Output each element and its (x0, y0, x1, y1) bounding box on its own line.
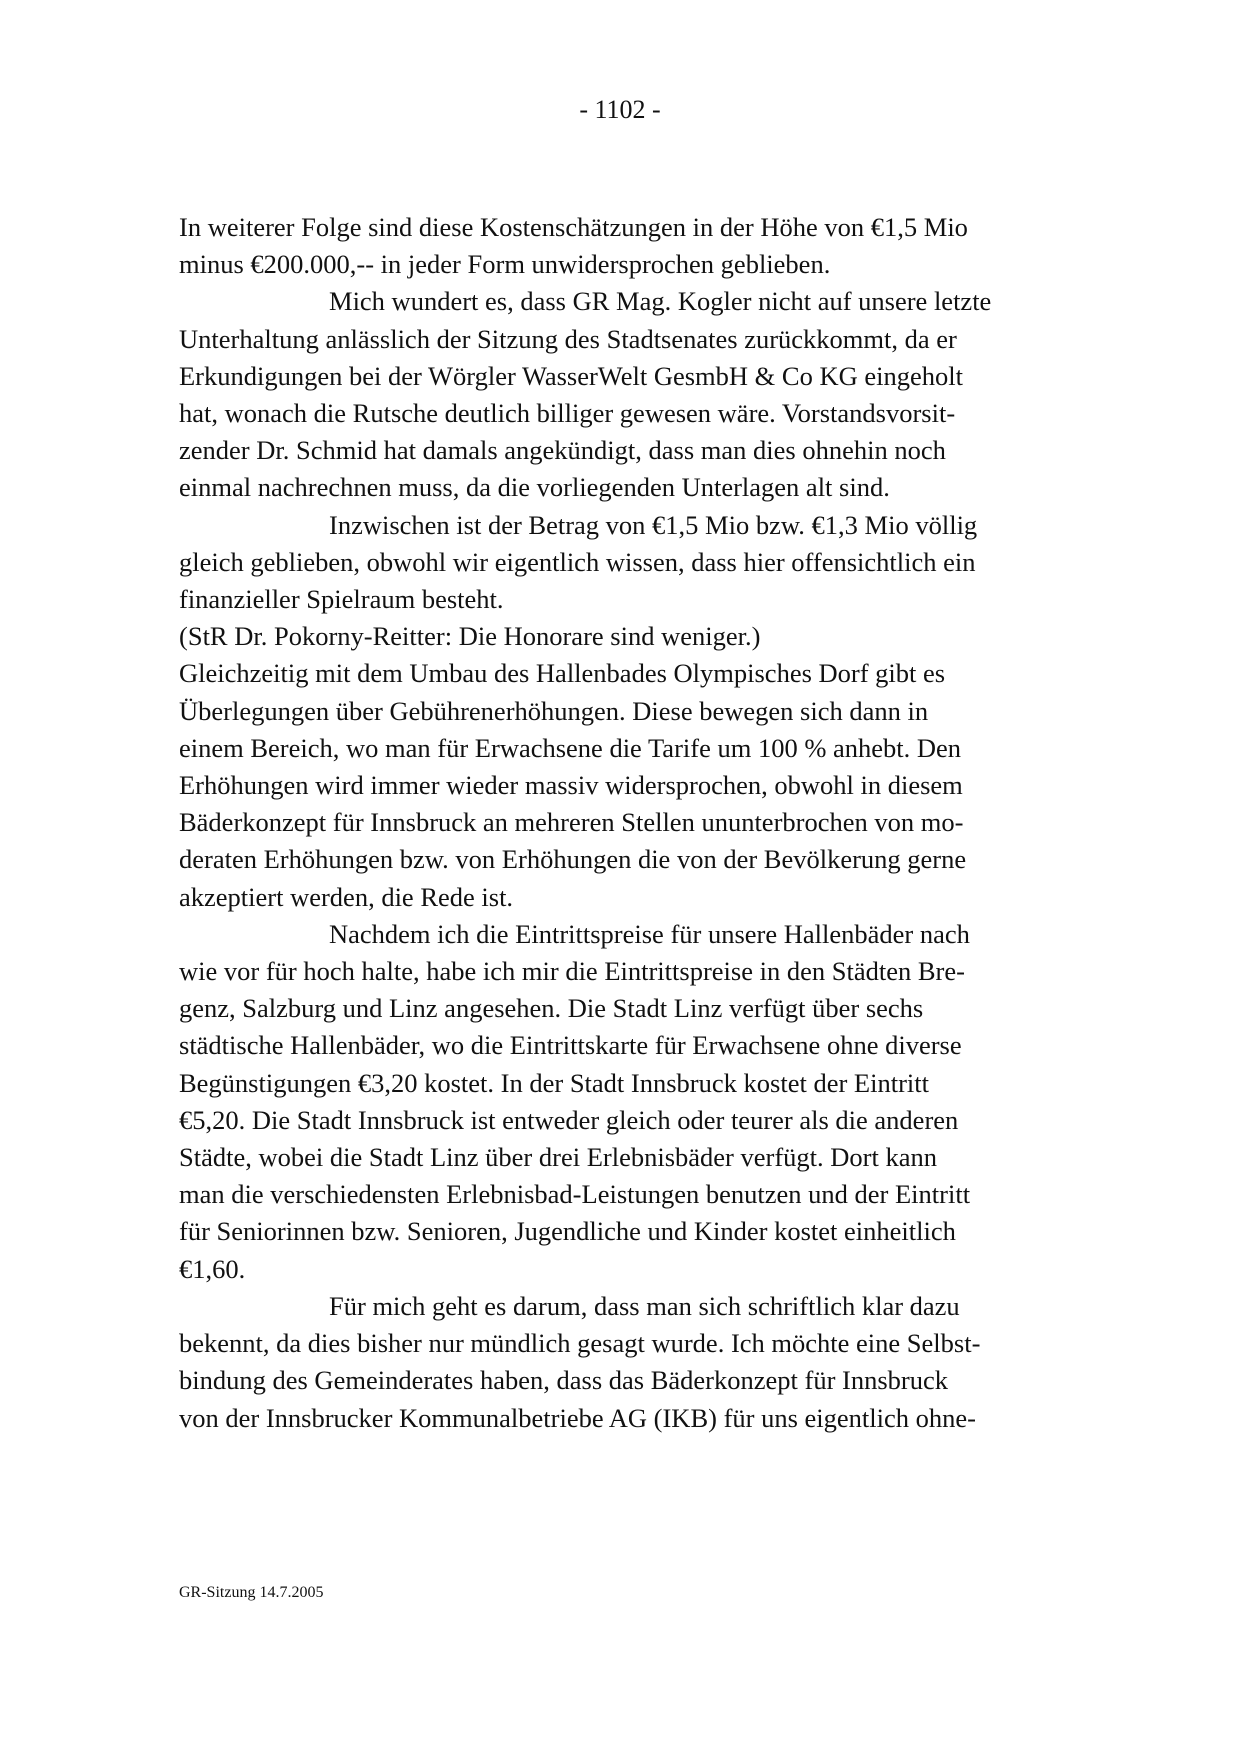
text-line: Gleichzeitig mit dem Umbau des Hallenbades Olympisches Dorf gibt es (179, 658, 946, 689)
text-line: Erhöhungen wird immer wieder massiv widersprochen, obwohl in diesem (179, 770, 963, 801)
text-line: bindung des Gemeinderates haben, dass das Bäderkonzept für Innsbruck (179, 1365, 949, 1396)
text-line: genz, Salzburg und Linz angesehen. Die Stadt Linz verfügt über sechs (179, 993, 924, 1024)
page-number: - 1102 - (579, 95, 661, 124)
text-line: Begünstigungen €3,20 kostet. In der Stadt Innsbruck kostet der Eintritt (179, 1067, 929, 1098)
text-line: zender Dr. Schmid hat damals angekündigt, dass man dies ohnehin noch (179, 435, 946, 466)
text-line: von der Innsbrucker Kommunalbetriebe AG (IKB) für uns eigentlich ohne- (179, 1402, 976, 1433)
text-line: Städte, wobei die Stadt Linz über drei Erlebnisbäder verfügt. Dort kann (179, 1142, 937, 1173)
text-line: Überlegungen über Gebührenerhöhungen. Diese bewegen sich dann in (179, 695, 929, 726)
page-footer: GR-Sitzung 14.7.2005 (179, 1584, 324, 1601)
text-line: €5,20. Die Stadt Innsbruck ist entweder gleich oder teurer als die anderen (179, 1104, 959, 1135)
text-line: akzeptiert werden, die Rede ist. (179, 881, 514, 912)
text-line: einmal nachrechnen muss, da die vorliegenden Unterlagen alt sind. (179, 472, 890, 503)
text-line: Unterhaltung anlässlich der Sitzung des Stadtsenates zurückkommt, da er (179, 323, 957, 354)
text-line-indented: Für mich geht es darum, dass man sich schriftlich klar dazu (329, 1290, 960, 1321)
text-line: minus €200.000,-- in jeder Form unwidersprochen geblieben. (179, 249, 831, 280)
text-line-indented: Mich wundert es, dass GR Mag. Kogler nicht auf unsere letzte (329, 286, 992, 317)
text-line: Erkundigungen bei der Wörgler WasserWelt GesmbH & Co KG eingeholt (179, 360, 963, 391)
text-line: einem Bereich, wo man für Erwachsene die Tarife um 100 % anhebt. Den (179, 732, 962, 763)
text-line: hat, wonach die Rutsche deutlich billiger gewesen wäre. Vorstandsvorsit- (179, 398, 956, 429)
text-line: städtische Hallenbäder, wo die Eintrittskarte für Erwachsene ohne diverse (179, 1030, 962, 1061)
text-line: In weiterer Folge sind diese Kostenschätzungen in der Höhe von €1,5 Mio (179, 212, 968, 242)
text-line: wie vor für hoch halte, habe ich mir die Eintrittspreise in den Städten Bre- (179, 956, 965, 987)
text-line: Bäderkonzept für Innsbruck an mehreren Stellen ununterbrochen von mo- (179, 807, 964, 838)
text-line: €1,60. (179, 1253, 246, 1284)
text-line: man die verschiedensten Erlebnisbad-Leistungen benutzen und der Eintritt (179, 1179, 971, 1210)
text-line: bekennt, da dies bisher nur mündlich gesagt wurde. Ich möchte eine Selbst- (179, 1328, 981, 1359)
text-line: gleich geblieben, obwohl wir eigentlich wissen, dass hier offensichtlich ein (179, 546, 976, 577)
text-line: für Seniorinnen bzw. Senioren, Jugendliche und Kinder kostet einheitlich (179, 1216, 956, 1247)
interjection-line: (StR Dr. Pokorny-Reitter: Die Honorare sind weniger.) (179, 621, 761, 652)
text-line-indented: Nachdem ich die Eintrittspreise für unsere Hallenbäder nach (329, 918, 970, 949)
text-line: finanzieller Spielraum besteht. (179, 584, 504, 615)
document-body (179, 209, 1069, 1437)
text-line-indented: Inzwischen ist der Betrag von €1,5 Mio bzw. €1,3 Mio völlig (329, 509, 978, 540)
text-line: deraten Erhöhungen bzw. von Erhöhungen die von der Bevölkerung gerne (179, 844, 967, 875)
